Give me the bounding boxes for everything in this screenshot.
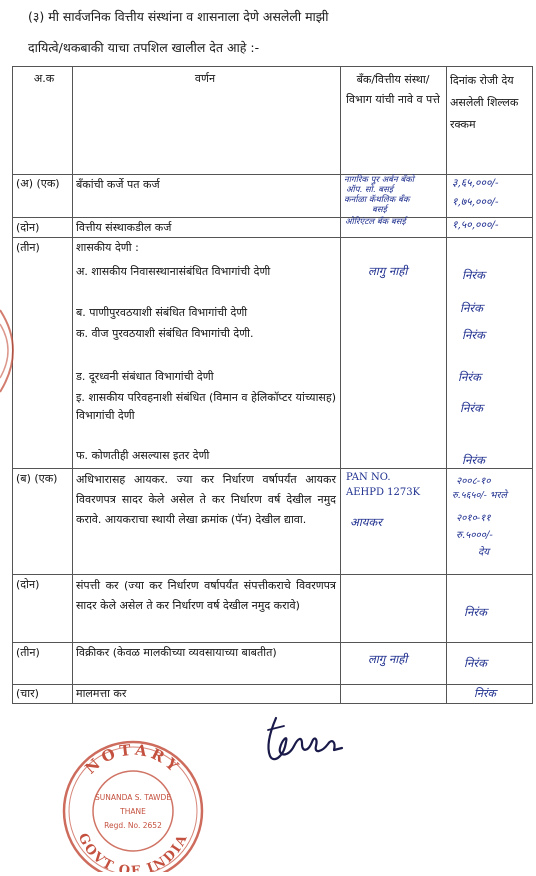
row3-balance-line: निरंक xyxy=(462,268,485,282)
row4-pan-number: AEHPD 1273K xyxy=(346,487,421,498)
row6-description: विक्रीकर (केवळ मालकीच्या व्यवसायाच्या बाबतीत) xyxy=(76,646,277,659)
table-rule xyxy=(12,468,533,469)
row1-balance-line: १,७५,०००/- xyxy=(452,196,499,208)
row1-serial: (अ) (एक) xyxy=(16,177,60,190)
row3-description: शासकीय देणी : xyxy=(76,241,139,254)
row3-serial: (तीन) xyxy=(16,241,40,254)
row6-serial: (तीन) xyxy=(16,646,40,659)
row3-balance-line: निरंक xyxy=(458,370,481,384)
row4-balance-line: २००८-१० xyxy=(456,476,491,487)
row4-balance-line: रु.५०००/- xyxy=(456,530,493,541)
row3-balance-line: निरंक xyxy=(460,301,483,315)
row1-balance-line: ३,६५,०००/- xyxy=(452,177,499,189)
row3-item-c: क. वीज पुरवठयाशी संबंधित विभागांची देणी. xyxy=(76,327,254,340)
table-rule xyxy=(12,66,533,67)
table-rule xyxy=(12,642,533,643)
table-rule xyxy=(72,66,73,704)
row3-item-f: फ. कोणतीही असल्यास इतर देणी xyxy=(76,449,210,462)
row1-bank-line: नागरिक पुर अर्बन बँको xyxy=(344,175,414,185)
row2-serial: (दोन) xyxy=(16,221,40,234)
stamp-city: THANE xyxy=(120,807,146,816)
row6-bank: लागु नाही xyxy=(368,652,408,666)
header-balance: दिनांक रोजी देय असलेली शिल्लक रक्कम xyxy=(450,74,519,131)
row2-balance: १,५०,०००/- xyxy=(452,219,499,231)
table-rule xyxy=(12,574,533,575)
row3-bank: लागु नाही xyxy=(368,264,408,278)
row2-description: वित्तीय संस्थाकडील कर्ज xyxy=(76,221,172,234)
intro-line-1: (३) मी सार्वजनिक वित्तीय संस्थांना व शासनाला देणे असलेली माझी xyxy=(28,9,329,24)
table-rule xyxy=(12,703,533,704)
row3-item-e: इ. शासकीय परिवहनाशी संबंधित (विमान व हेलिकॉप्टर यांच्यासह) विभागांची देणी xyxy=(76,391,336,422)
stamp-name: SUNANDA S. TAWDE xyxy=(95,793,171,802)
notary-stamp xyxy=(58,738,208,872)
header-serial: अ.क xyxy=(33,72,55,85)
row3-balance-line: निरंक xyxy=(462,453,485,467)
row1-bank-line: बसई xyxy=(372,205,387,215)
row3-item-a: अ. शासकीय निवासस्थानासंबंधित विभागांची देणी xyxy=(76,265,271,278)
row1-bank-line: कर्नाळा कॅथलिक बँक xyxy=(344,195,410,205)
row7-serial: (चार) xyxy=(16,687,39,700)
table-rule xyxy=(446,66,447,704)
stamp-top-text: NOTARY xyxy=(81,740,185,778)
row4-balance-line: २०१०-११ xyxy=(456,513,491,524)
stamp-bottom-text: GOVT OF INDIA xyxy=(74,831,192,872)
row3-item-b: ब. पाणीपुरवठयाशी संबंधित विभागांची देणी xyxy=(76,306,248,319)
row4-balance-line: रु.५६५०/- भरले xyxy=(452,490,507,501)
row5-serial: (दोन) xyxy=(16,578,40,591)
intro-line-2: दायित्वे/थकबाकी याचा तपशिल खालील देत आहे :- xyxy=(28,40,260,55)
row4-bank: आयकर xyxy=(350,515,382,529)
row4-serial: (ब) (एक) xyxy=(16,472,58,485)
row3-balance-line: निरंक xyxy=(460,401,483,415)
table-rule xyxy=(340,66,341,704)
row5-balance: निरंक xyxy=(464,605,487,619)
row7-balance: निरंक xyxy=(474,687,496,700)
row4-pan-label: PAN NO. xyxy=(346,472,391,483)
row4-balance-line: देय xyxy=(478,547,490,558)
signature xyxy=(258,712,348,767)
row5-description: संपत्ती कर (ज्या कर निर्धारण वर्षापर्यंत संपत्तीकराचे विवरणपत्र सादर केले असेल ते कर निर्धारण वर्ष देखील नमुद करावे) xyxy=(76,579,336,612)
header-description: वर्णन xyxy=(194,72,216,85)
row1-bank-line: ऑप. सो. बसई xyxy=(346,185,394,195)
row3-balance-line: निरंक xyxy=(462,328,485,342)
stamp-fragment xyxy=(0,300,30,400)
table-rule xyxy=(532,66,533,704)
stamp-fragment-arc xyxy=(0,300,30,400)
row2-bank: ओरिएंटल बँक बसई xyxy=(345,217,406,227)
row4-description: अधिभारासह आयकर. ज्या कर निर्धारण वर्षापर्यंत आयकर विवरणपत्र सादर केले असेल ते कर निर्धारण वर्ष देखील नमुद करावे. आयकराचा स्थायी लेखा क्रमांक (पॅन) देखील द्यावा. xyxy=(76,473,336,526)
table-rule xyxy=(12,237,533,238)
stamp-reg: Regd. No. 2652 xyxy=(104,821,162,830)
row1-description: बँकांची कर्जे पत कर्ज xyxy=(76,178,160,191)
header-bank: बँक/वित्तीय संस्था/विभाग यांची नावे व पत्ते xyxy=(346,73,440,106)
table-rule xyxy=(12,174,533,175)
row6-balance: निरंक xyxy=(464,656,487,670)
row3-item-d: ड. दूरध्वनी संबंधात विभागांची देणी xyxy=(76,370,214,383)
row7-description: मालमत्ता कर xyxy=(76,687,127,700)
